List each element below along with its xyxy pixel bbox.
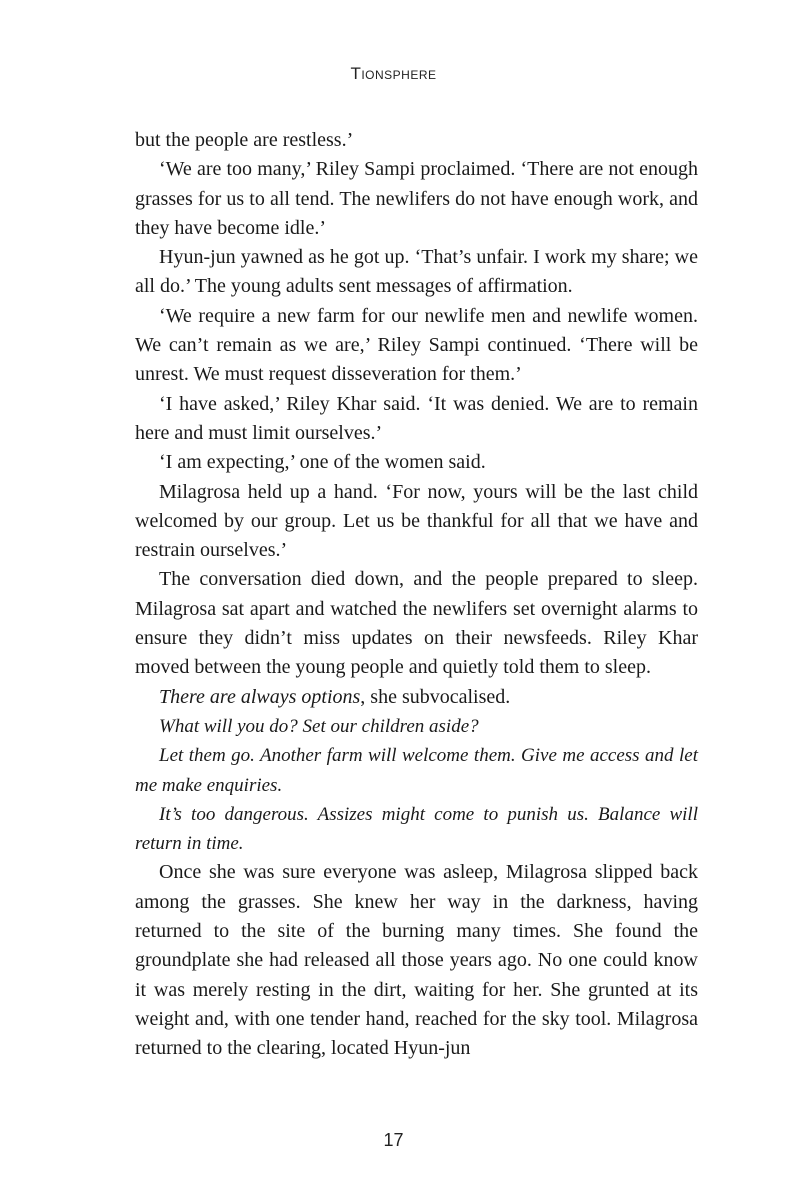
paragraph [135,683,698,712]
paragraph: ‘We are too many,’ Riley Sampi proclaimed. ‘There are not enough grasses for us to all tend. The newlifers do not have enough work, and they have become idle.’ [135,158,698,239]
paragraph: ‘I have asked,’ Riley Khar said. ‘It was denied. We are to remain here and must limit ourselves.’ [135,392,698,444]
paragraph: ‘I am expecting,’ one of the women said. [159,451,486,474]
paragraph: Once she was sure everyone was asleep, Milagrosa slipped back among the grasses. She knew her way in the darkness, having returned to the site of the burning many times. She found the groundplate she had released all those years ago. No one could know it was merely resting in the dirt, waiting for her. She grunted at its weight and, with one tender hand, reached for the sky tool. Milagrosa returned to the clearing, located Hyun-jun [135,861,698,1060]
paragraph: but the people are restless.’ [135,129,354,151]
body-text [135,126,698,1064]
italic-paragraph: It’s too dangerous. Assizes might come to punish us. Balance will return in time. [135,803,698,855]
italic-paragraph: Let them go. Another farm will welcome them. Give me access and let me make enquiries. [135,745,698,796]
italic-paragraph: What will you do? Set our children aside? [159,715,479,737]
paragraph: ‘We require a new farm for our newlife men and newlife women. We can’t remain as we are,’ Riley Sampi continued. ‘There will be unrest. We must request disseveration for them.’ [135,304,698,386]
paragraph-continuation: , she subvocalised. [360,685,511,708]
paragraph: Milagrosa held up a hand. ‘For now, yours will be the last child welcomed by our group. Let us be thankful for all that we have and restrain ourselves.’ [135,480,698,562]
page-number: 17 [383,1130,404,1150]
paragraph: Hyun-jun yawned as he got up. ‘That’s unfair. I work my share; we all do.’ The young adults sent messages of affirmation. [135,246,698,298]
running-head: Tionsphere [350,64,437,83]
italic-thought: There are always options [159,685,361,708]
paragraph: The conversation died down, and the people prepared to sleep. Milagrosa sat apart and watched the newlifers set overnight alarms to ensure they didn’t miss updates on their newsfeeds. Riley Khar moved between the young people and quietly told them to sleep. [135,568,698,679]
